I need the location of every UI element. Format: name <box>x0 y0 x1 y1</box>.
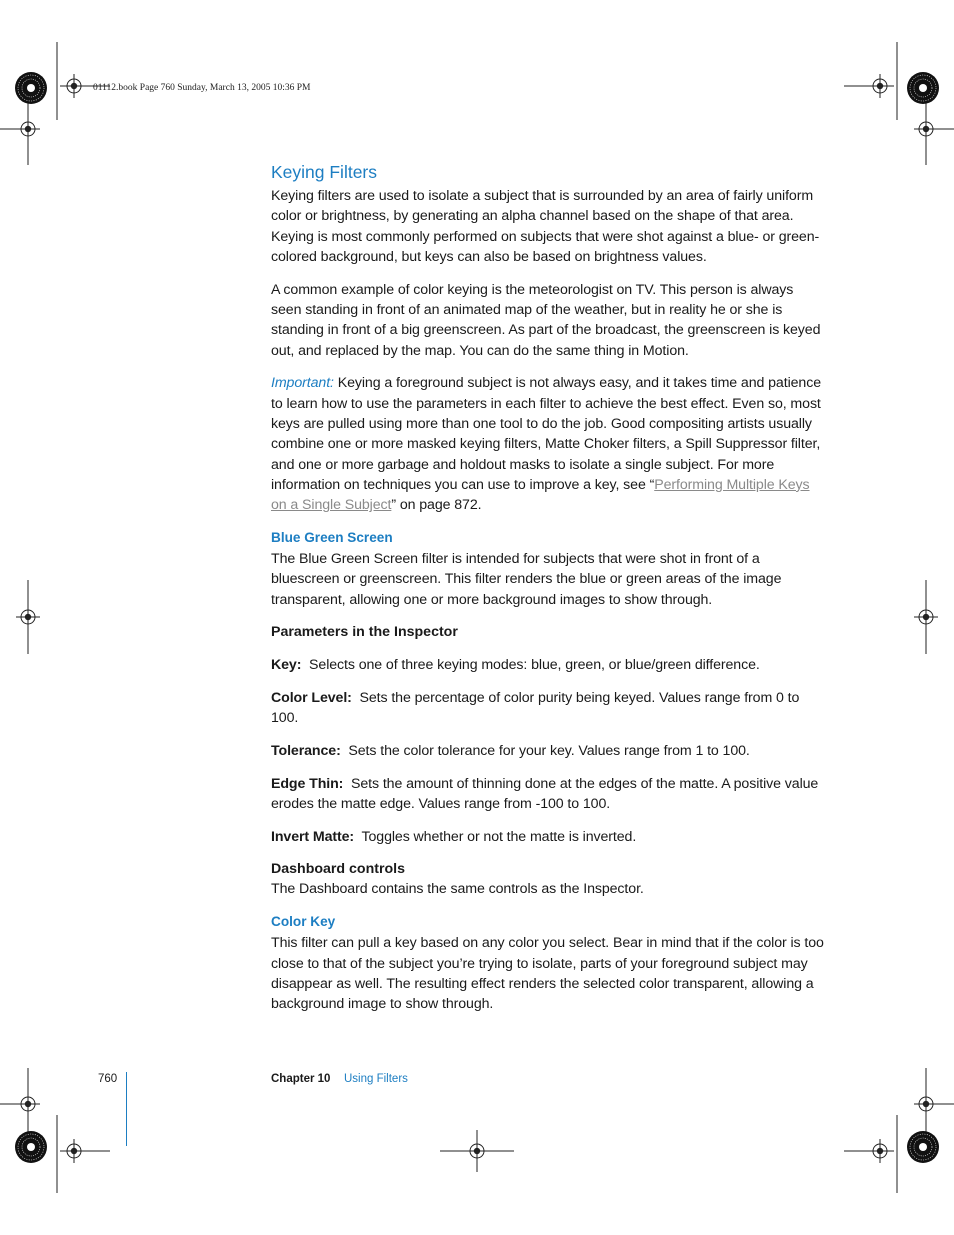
important-label: Important: <box>271 375 334 392</box>
page-number: 760 <box>98 1073 118 1085</box>
param-text: Toggles whether or not the matte is inverted. <box>361 828 637 845</box>
param-color-level <box>271 688 827 729</box>
params-heading: Parameters in the Inspector <box>271 624 458 641</box>
chapter-label: Chapter 10 <box>271 1073 331 1085</box>
blue-green-description: The Blue Green Screen filter is intended for subjects that were shot in front of a bluescreen or greenscreen. This filter renders the blue or green areas of the image transparent, allowing one or more background images to show through. <box>271 550 782 608</box>
example-paragraph: A common example of color keying is the meteorologist on TV. This person is always seen standing in front of an animated map of the weather, but in reality he or she is standing in front of a big greenscreen. As part of the broadcast, the greenscreen is keyed out, and replaced by the map. You can do the same thing in Motion. <box>271 281 821 359</box>
important-note <box>271 373 827 515</box>
cross-reference-link[interactable]: Performing Multiple Keys on a Single Subject <box>271 476 810 514</box>
subsection-title-color-key: Color Key <box>271 914 336 930</box>
param-text: Sets the amount of thinning done at the edges of the matte. A positive value erodes the matte edge. Values range from -100 to 100. <box>271 775 819 812</box>
param-label: Edge Thin: <box>271 775 344 792</box>
footer-rule <box>126 1072 127 1146</box>
param-invert-matte <box>271 827 827 847</box>
param-label: Color Level: <box>271 689 352 706</box>
param-text: Sets the percentage of color purity being keyed. Values range from 0 to 100. <box>271 689 800 726</box>
dashboard-heading: Dashboard controls <box>271 861 406 878</box>
param-text: Sets the color tolerance for your key. Values range from 1 to 100. <box>348 742 750 759</box>
param-label: Key: <box>271 656 302 673</box>
print-slug: 01112.book Page 760 Sunday, March 13, 2005 10:36 PM <box>93 83 311 93</box>
param-text: Selects one of three keying modes: blue, green, or blue/green difference. <box>309 656 760 673</box>
param-label: Invert Matte: <box>271 828 355 845</box>
color-key-description: This filter can pull a key based on any color you select. Bear in mind that if the color is too close to that of the subject you’re trying to isolate, parts of your foreground subject may disappear as well. The resulting effect renders the selected color transparent, allowing a background image to show through. <box>271 935 824 1013</box>
param-label: Tolerance: <box>271 742 341 759</box>
section-title: Keying Filters <box>271 162 378 182</box>
intro-paragraph: Keying filters are used to isolate a subject that is surrounded by an area of fairly uniform color or brightness, by generating an alpha channel based on the shape of that area. Keying is most commonly performed on subjects that were shot against a blue- or green-colored background, but keys can also be based on brightness values. <box>271 188 820 265</box>
dashboard-text: The Dashboard contains the same controls as the Inspector. <box>271 881 644 898</box>
subsection-title-blue-green: Blue Green Screen <box>271 529 393 545</box>
param-key <box>271 655 827 675</box>
chapter-title: Using Filters <box>344 1073 408 1085</box>
important-text: Keying a foreground subject is not always easy, and it takes time and patience to learn how to use the parameters in each filter to achieve the best effect. Even so, most keys are pulled using more than one tool to do the job. Good compositing artists usually combine one or more masked keying filters, Matte Choker filters, a Spill Suppressor filter, and one or more garbage and holdout masks to isolate a single subject. For more information on techniques you can use to improve a key, see “ <box>271 375 821 493</box>
param-edge-thin <box>271 774 827 815</box>
param-tolerance <box>271 741 827 761</box>
important-page-ref: ” on page 872. <box>391 497 482 514</box>
page-content <box>271 160 827 1014</box>
